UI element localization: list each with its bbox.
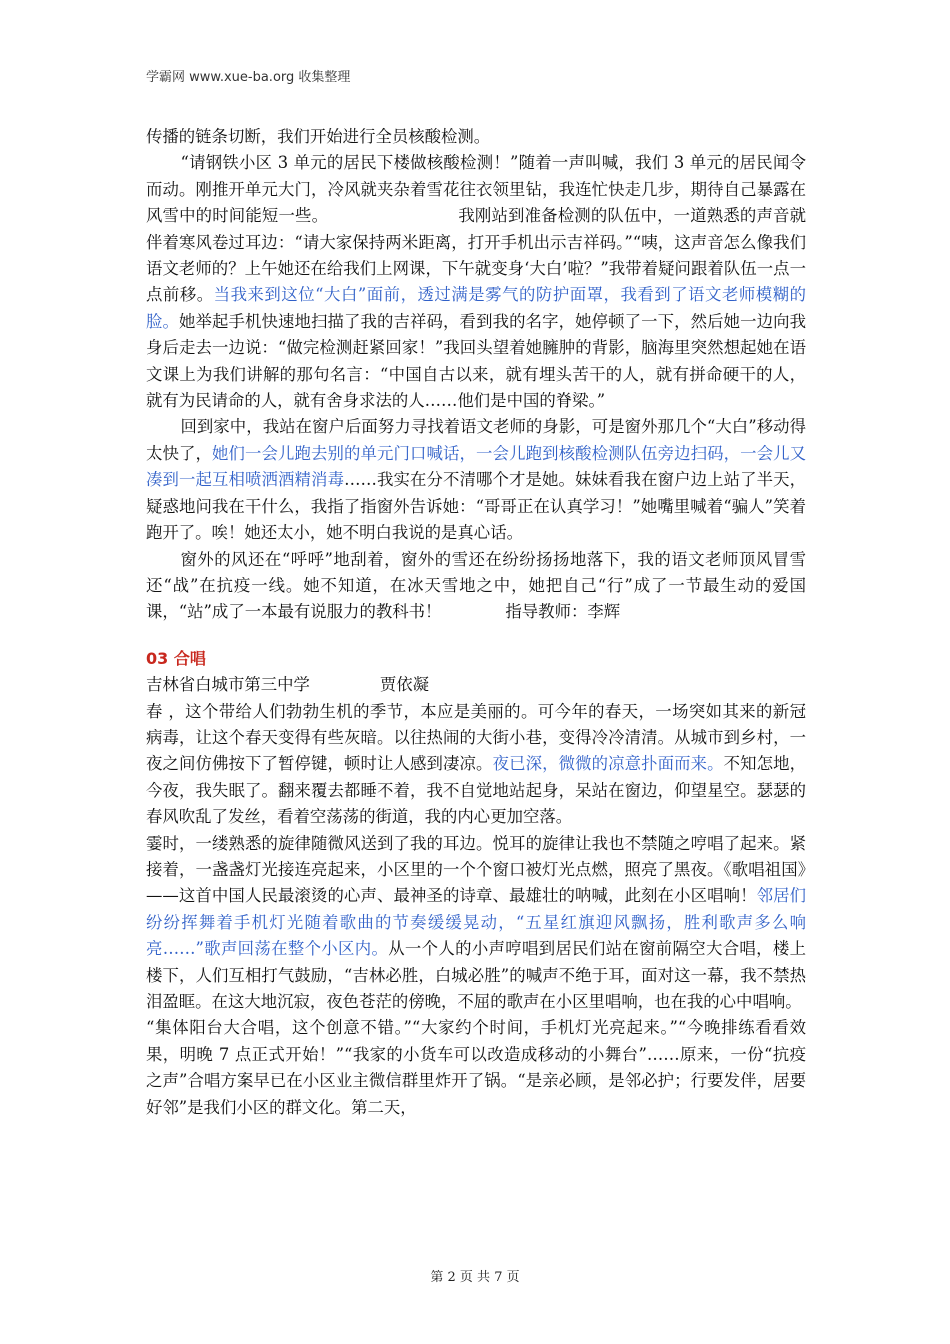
highlighted-text: 当我来到这位“大白”面前，透过满是雾气的防护面罩，我看到了语文老师模糊的脸。 (146, 285, 806, 331)
paragraph (146, 150, 806, 414)
page-number: 第 2 页 共 7 页 (430, 1270, 520, 1285)
teacher-credit: 指导教师：李辉 (505, 602, 621, 622)
paragraph (146, 547, 806, 626)
text-run: “请钢铁小区 3 单元的居民下楼做核酸检测！”随着一声叫喊，我们 3 单元的居民闻令而动。刚推开单元大门，冷风就夹杂着雪花往衣领里钻，我连忙快走几步，期待自己暴露在风雪中的时间能短一些。 (146, 153, 806, 226)
text-run: 她举起手机快速地扫描了我的吉祥码，看到我的名字，她停顿了一下，然后她一边向我身后走去一边说：“做完检测赶紧回家！”我回头望着她臃肿的背影，脑海里突然想起她在语文课上为我们讲解的那句名言：“中国自古以来，就有埋头苦干的人，就有拼命硬干的人，就有为民请命的人，就有舍身求法的人……他们是中国的脊梁。” (146, 311, 807, 411)
paragraph: 传播的链条切断，我们开始进行全员核酸检测。 (146, 127, 491, 146)
paragraph (146, 699, 806, 831)
source-header: 学霸网 www.xue-ba.org 收集整理 (146, 70, 351, 85)
byline (146, 672, 806, 698)
text-run: 春 ，这个带给人们勃勃生机的季节，本应是美丽的。可今年的春天，一场突如其来的新冠病毒，让这个春天变得有些灰暗。以往热闹的大街小巷，变得冷冷清清。从城市到乡村，一夜之间仿佛按下了暂停键，顿时让人感到凄凉。 (146, 701, 806, 774)
text-run: 不知怎地，今夜，我失眠了。翻来覆去都睡不着，我不自觉地站起身，呆站在窗边，仰望星空。瑟瑟的春风吹乱了发丝，看着空荡荡的街道，我的内心更加空落。 (146, 754, 807, 827)
highlighted-text: 邻居们纷纷挥舞着手机灯光随着歌曲的节奏缓缓晃动，“五星红旗迎风飘扬，胜利歌声多么响亮……”歌声回荡在整个小区内。 (146, 886, 807, 959)
highlighted-text: 她们一会儿跑去别的单元门口喊话，一会儿跑到核酸检测队伍旁边扫码，一会儿又凑到一起互相喷洒酒精消毒 (146, 443, 807, 490)
section-heading: 03 合唱 (146, 648, 206, 668)
text-run: ……我实在分不清哪个才是她。妹妹看我在窗户边上站了半天，疑惑地问我在干什么，我指了指窗外告诉她：“哥哥正在认真学习！”她嘴里喊着“骗人”笑着跑开了。唉！她还太小，她不明白我说的是真心话。 (146, 470, 807, 543)
text-run: 霎时，一缕熟悉的旋律随微风送到了我的耳边。悦耳的旋律让我也不禁随之哼唱了起来。紧接着，一盏盏灯光接连亮起来，小区里的一个个窗口被灯光点燃，照亮了黑夜。《歌唱祖国》——这首中国人民最滚烫的心声、最神圣的诗章、最雄壮的呐喊，此刻在小区唱响！ (146, 833, 806, 906)
author-name: 贾依凝 (379, 675, 430, 695)
text-run: 我刚站到准备检测的队伍中，一道熟悉的声音就伴着寒风卷过耳边：“请大家保持两米距离，打开手机出示吉祥码。”“咦，这声音怎么像我们语文老师的？上午她还在给我们上网课，下午就变身‘大白’啦？”我带着疑问跟着队伍一点一点前移。 (146, 206, 806, 305)
paragraph: “集体阳台大合唱，这个创意不错。”“大家约个时间，手机灯光亮起来。”“今晚排练看看效果，明晚 7 点正式开始！”“我家的小货车可以改造成移动的小舞台”……原来，一份“抗疫之声”合唱方案早已在小区业主微信群里炸开了锅。“是亲必顾，是邻必护；行要发伴，居要好邻”是我们小区的群文化。第二天， (146, 1018, 806, 1117)
paragraph (146, 831, 806, 1016)
highlighted-text: 夜已深，微微的凉意扑面而来。 (492, 754, 724, 774)
text-run: 回到家中，我站在窗户后面努力寻找着语文老师的身影，可是窗外那几个“大白”移动得太快了， (146, 417, 806, 463)
school-name: 吉林省白城市第三中学 (146, 675, 310, 695)
paragraph (146, 414, 806, 546)
text-run: 从一个人的小声哼唱到居民们站在窗前隔空大合唱，楼上楼下，人们互相打气鼓励，“吉林必胜，白城必胜”的喊声不绝于耳，面对这一幕，我不禁热泪盈眶。在这大地沉寂，夜色苍茫的傍晚，不屈的歌声在小区里唱响，也在我的心中唱响。 (146, 939, 806, 1011)
article-body (146, 124, 806, 1121)
text-run: 窗外的风还在“呼呼”地刮着，窗外的雪还在纷纷扬扬地落下，我的语文老师顶风冒雪还“战”在抗疫一线。她不知道，在冰天雪地之中，她把自己“行”成了一节最生动的爱国课，“站”成了一本最有说服力的教科书！ (146, 549, 806, 622)
